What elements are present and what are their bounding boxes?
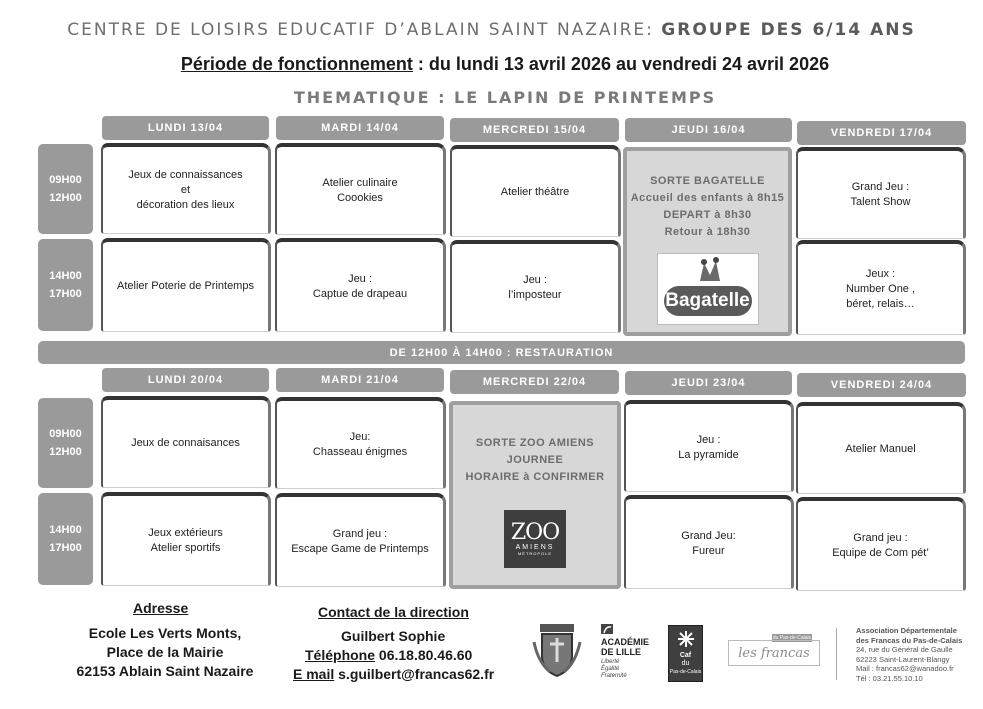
contact-heading: Contact de la direction [318, 604, 469, 620]
activity-cell-lundi-pm: Atelier Poterie de Printemps [101, 238, 271, 332]
time-afternoon: 14H00 17H00 [38, 493, 93, 585]
activity-cell-mardi-am: Jeu: Chasseau énigmes [275, 397, 446, 489]
day-header: MERCREDI 22/04 [450, 370, 619, 394]
caf-logo: Caf du Pas-de-Calais [668, 625, 703, 682]
page-title [0, 20, 983, 40]
special-outing-bagatelle: SORTE BAGATELLE Accueil des enfants à 8h15 DEPART à 8h30 Retour à 18h30 Bagatelle [623, 147, 792, 336]
activity-cell-jeudi-pm: Grand Jeu: Fureur [624, 495, 794, 589]
special-outing-zoo: SORTE ZOO AMIENS JOURNEE HORAIRE à CONFIRMER ZOO AMIENS MÉTROPOLE [449, 401, 621, 589]
address-heading: Adresse [133, 600, 189, 616]
marianne-icon [601, 624, 613, 634]
period-label: Période de fonctionnement [180, 54, 413, 74]
activity-cell-mardi-pm: Grand jeu : Escape Game de Printemps [275, 493, 446, 587]
activity-cell-mardi-pm: Jeu : Captue de drapeau [275, 238, 446, 332]
time-afternoon: 14H00 17H00 [38, 239, 93, 331]
day-header: VENDREDI 17/04 [797, 121, 966, 145]
day-header: JEUDI 23/04 [625, 371, 792, 395]
footer-divider [836, 628, 837, 680]
snowflake-icon [677, 630, 695, 648]
activity-cell-mercredi-am: Atelier théâtre [450, 145, 621, 237]
period-line [0, 54, 983, 75]
francas-logo: les francas [728, 640, 820, 666]
activity-cell-jeudi-am: Jeu : La pyramide [624, 400, 794, 492]
time-morning: 09H00 12H00 [38, 144, 93, 234]
contact-block: Guilbert Sophie Téléphone 06.18.80.46.60 E mail s.guilbert@francas62.fr [293, 628, 495, 682]
academie-lille-logo: ACADÉMIE DE LILLE [601, 637, 650, 657]
activity-cell-lundi-am: Jeux de connaisances [101, 396, 271, 488]
activity-cell-vendredi-am: Grand Jeu : Talent Show [796, 147, 966, 239]
title-group: GROUPE DES 6/14 ANS [661, 20, 916, 40]
day-header: MARDI 21/04 [276, 368, 444, 392]
period-value: : du lundi 13 avril 2026 au vendredi 24 avril 2026 [412, 54, 830, 74]
address-block: Ecole Les Verts Monts, Place de la Mairie 62153 Ablain Saint Nazaire [76, 625, 254, 679]
day-header: MERCREDI 15/04 [450, 118, 619, 142]
day-header: MARDI 14/04 [276, 116, 444, 140]
bagatelle-logo: Bagatelle [657, 253, 759, 325]
day-header: JEUDI 16/04 [625, 118, 792, 142]
association-info: Association Départementale des Francas du Pas-de-Calais 24, rue du Général de Gaulle 62223 Saint-Laurent-Blangy Mail : francas62@wanadoo.fr Tél : 03.21.55.10.10 [856, 626, 963, 683]
activity-cell-lundi-pm: Jeux extérieurs Atelier sportifs [101, 492, 271, 586]
francas-tag: du Pas-de-Calais [772, 635, 812, 641]
lunch-bar: DE 12H00 À 14H00 : RESTAURATION [38, 341, 965, 364]
day-header: LUNDI 13/04 [102, 116, 269, 140]
city-crest-icon [530, 622, 584, 678]
day-header: VENDREDI 24/04 [797, 373, 966, 397]
academie-motto: Liberté Égalité Fraternité [601, 659, 627, 679]
theme-title: THEMATIQUE : LE LAPIN DE PRINTEMPS [293, 88, 717, 107]
time-morning: 09H00 12H00 [38, 398, 93, 488]
activity-cell-mardi-am: Atelier culinaire Coookies [275, 143, 446, 235]
activity-cell-vendredi-pm: Jeux : Number One , béret, relais… [796, 240, 966, 335]
activity-cell-vendredi-pm: Grand jeu : Equipe de Com pét’ [796, 497, 966, 591]
activity-cell-vendredi-am: Atelier Manuel [796, 402, 966, 494]
activity-cell-mercredi-pm: Jeu : l’imposteur [450, 240, 621, 333]
title-main: CENTRE DE LOISIRS EDUCATIF D’ABLAIN SAINT NAZAIRE: [67, 20, 654, 40]
day-header: LUNDI 20/04 [102, 368, 269, 392]
jester-hat-icon [698, 257, 722, 283]
activity-cell-lundi-am: Jeux de connaissances et décoration des lieux [101, 143, 271, 234]
zoo-amiens-logo: ZOO AMIENS MÉTROPOLE [504, 510, 566, 568]
